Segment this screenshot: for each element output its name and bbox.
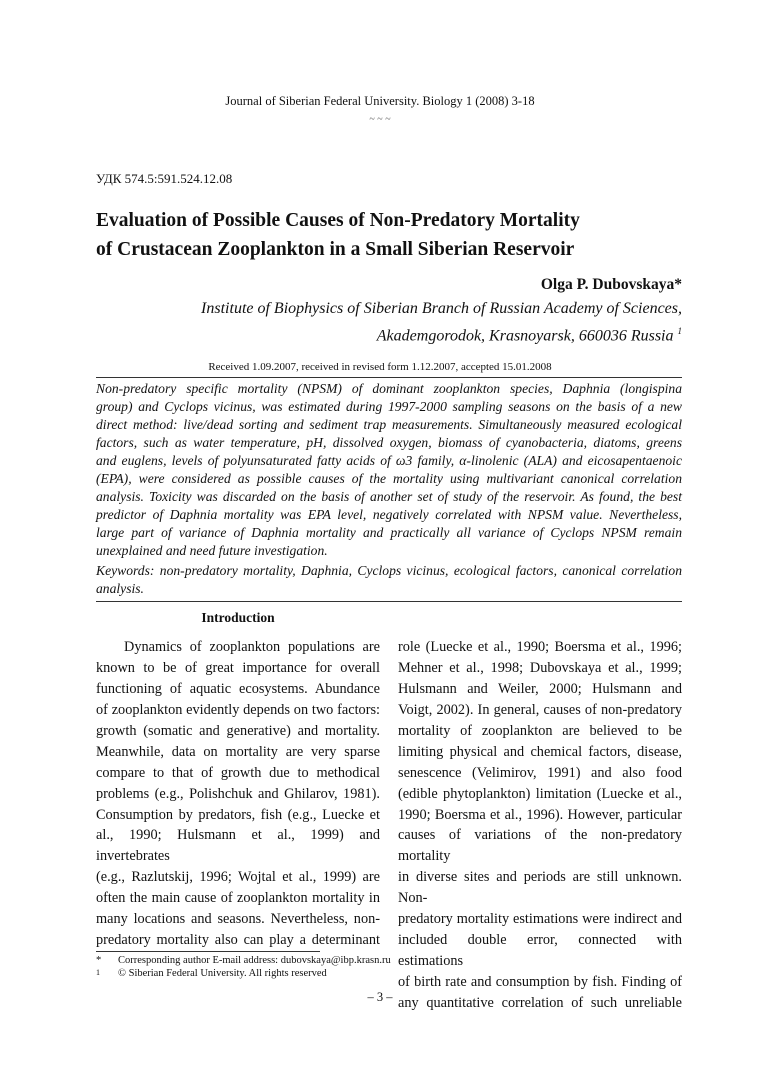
text-line: growth (somatic and generative) and mortality. [96, 722, 380, 739]
text-line: senescence (Velimirov, 1991) and also food [398, 764, 682, 781]
footnote [96, 955, 391, 966]
text-line: problems (e.g., Polishchuk and Ghilarov, 1981). [96, 785, 380, 802]
text-line: known to be of great importance for overall [96, 659, 380, 676]
text-line: of birth rate and consumption by fish. Finding of [398, 974, 682, 990]
text-line: often the main cause of zooplankton mortality in [96, 890, 380, 907]
text-line: Meanwhile, data on mortality are very sparse [96, 743, 380, 760]
title-line: Evaluation of Possible Causes of Non-Predatory Mortality [96, 210, 580, 231]
divider [96, 377, 682, 378]
text-line: predatory mortality also can play a determinant [96, 932, 380, 949]
text-line: Non-predatory specific mortality (NPSM) of dominant zooplankton species, Daphnia (longispina [96, 381, 682, 396]
header-ornament: ~ ~ ~ [369, 114, 391, 125]
keywords [96, 562, 682, 598]
text-line: Dynamics of zooplankton populations are [124, 639, 380, 655]
text-line: Voigt, 2002). In general, causes of non-predatory [398, 701, 682, 718]
title-line: of Crustacean Zooplankton in a Small Siberian Reservoir [96, 239, 575, 260]
journal-header: Journal of Siberian Federal University. Biology 1 (2008) 3-18 [225, 94, 535, 108]
text-line: Hulsmann and Weiler, 2000; Hulsmann and [398, 680, 682, 697]
text-line: included double error, connected with estimations [398, 932, 682, 970]
text-line: direct method: live/dead sorting and sediment trap measurements. Simultaneously measured ecological [96, 417, 682, 432]
text-line: al., 1990; Hulsmann et al., 1999) and invertebrates [96, 827, 380, 865]
left-column [96, 637, 380, 951]
affiliation-line [201, 320, 682, 347]
text-line: functioning of aquatic ecosystems. Abundance [96, 680, 380, 697]
footnote-divider [96, 951, 320, 952]
divider [96, 601, 682, 602]
text-line: (EPA), were considered as possible causes of the mortality using multivariant canonical correlation [96, 471, 682, 486]
text-line: predictor of Daphnia mortality was EPA level, negatively correlated with NPSM value. Nevertheless, [96, 507, 682, 522]
text-line: large part of variance of Daphnia mortality and practically all variance of Cyclops NPSM remain [96, 525, 682, 540]
footnote-text: Corresponding author E-mail address: dubovskaya@ibp.krasn.ru [118, 955, 391, 966]
text-line: causes of variations of the non-predatory mortality [398, 827, 682, 865]
text-line: analysis. [96, 581, 144, 596]
text-line: predatory mortality estimations were indirect and [398, 911, 682, 928]
text-line: in diverse sites and periods are still unknown. Non- [398, 869, 682, 907]
text-line: unexplained and need future investigation. [96, 543, 328, 558]
text-line: group) and Cyclops vicinus, was estimated during 1997-2000 sampling seasons on the basis of a new [96, 399, 682, 414]
text-line: Mehner et al., 1998; Dubovskaya et al., 1999; [398, 659, 682, 676]
footnote-mark: 1 [677, 326, 682, 336]
text-line: 1990; Boersma et al., 1996). However, particular [398, 806, 682, 823]
text-line: mortality of zooplankton are believed to be [398, 722, 682, 739]
text-line: Consumption by predators, fish (e.g., Luecke et [96, 806, 380, 823]
text-line: factors, such as water temperature, pH, dissolved oxygen, biomass of cyanobacteria, diatoms, greens [96, 435, 682, 450]
udk-code: УДК 574.5:591.524.12.08 [96, 171, 233, 186]
affiliation [201, 298, 682, 347]
author: Olga P. Dubovskaya* [540, 276, 682, 293]
affiliation-line: Institute of Biophysics of Siberian Branch of Russian Academy of Sciences, [201, 300, 682, 317]
abstract [96, 380, 682, 560]
text-line: compare to that of growth due to methodical [96, 764, 380, 781]
text-line: and euglens, levels of polyunsaturated fatty acids of ω3 family, α-linolenic (ALA) and eicosapentaenoic [96, 453, 682, 468]
text-line: role (Luecke et al., 1990; Boersma et al., 1996; [398, 639, 682, 655]
affiliation-text: Akademgorodok, Krasnoyarsk, 660036 Russia [376, 327, 678, 345]
text-line: of zooplankton evidently depends on two factors: [96, 701, 380, 718]
paper-title [96, 206, 580, 264]
footnote-text: © Siberian Federal University. All rights reserved [118, 968, 327, 979]
received-dates: Received 1.09.2007, received in revised form 1.12.2007, accepted 15.01.2008 [208, 361, 552, 373]
text-line: limiting physical and chemical factors, disease, [398, 743, 682, 760]
section-heading: Introduction [201, 610, 275, 625]
text-line: many locations and seasons. Nevertheless, non- [96, 911, 380, 928]
right-column [398, 637, 682, 1014]
text-line: Keywords: non-predatory mortality, Daphnia, Cyclops vicinus, ecological factors, canonical correlation [96, 563, 682, 578]
text-line: (e.g., Razlutskij, 1996; Wojtal et al., 1999) are [96, 869, 380, 886]
footnote-mark: 1 [96, 968, 100, 977]
text-line: analysis. Toxicity was discarded on the basis of another set of study of the reservoir. As found, the best [96, 489, 682, 504]
footnote [96, 968, 327, 979]
footnote-mark: * [96, 955, 102, 966]
page-number: – 3 – [367, 990, 393, 1004]
text-line: (edible phytoplankton) limitation (Luecke et al., [398, 785, 682, 802]
text-line: any quantitative correlation of such unreliable [398, 994, 682, 1011]
